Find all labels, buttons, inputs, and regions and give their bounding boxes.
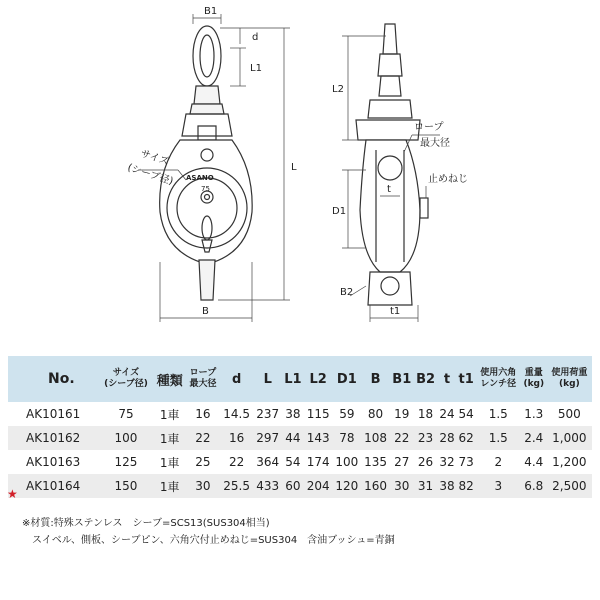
column-header-text: d	[231, 371, 242, 387]
table-cell: 24	[439, 407, 455, 421]
table-cell: 174	[306, 455, 330, 469]
column-header	[521, 356, 547, 402]
table-cell: 25.5	[220, 474, 253, 498]
product-number-cell: AK10164	[8, 474, 99, 498]
column-header-text: レンチ径	[480, 379, 517, 389]
table-cell: 16	[220, 426, 253, 450]
table-cell: 73	[458, 455, 474, 469]
dim-l2-label: L2	[332, 84, 344, 95]
table-cell: 60	[282, 474, 304, 498]
table-cell: 30	[186, 474, 220, 498]
table-cell: 1.5	[488, 407, 508, 421]
column-header	[99, 356, 154, 402]
table-cell: 1.5	[476, 426, 521, 450]
size-label-line2: (シーブ径)	[126, 162, 175, 188]
table-cell: 2,500	[547, 474, 592, 498]
column-header-text: L1	[284, 371, 302, 387]
column-header	[547, 356, 592, 402]
column-header	[390, 356, 414, 402]
table-cell: 150	[99, 474, 154, 498]
column-header-text: t	[443, 371, 451, 387]
column-header-text: ロープ	[189, 368, 217, 378]
table-cell: 1,000	[547, 426, 592, 450]
dim-d1-label: D1	[332, 206, 347, 217]
table-cell: 82	[457, 474, 476, 498]
table-cell: 1.3	[524, 407, 544, 421]
table-cell: 16	[195, 407, 211, 421]
spec-table	[8, 356, 592, 498]
dim-l-label: L	[291, 162, 297, 173]
column-header	[304, 356, 333, 402]
table-cell: 19	[394, 407, 410, 421]
table-cell: 237	[256, 407, 280, 421]
table-cell: 125	[114, 455, 138, 469]
table-cell: 44	[282, 426, 304, 450]
dim-d-label: d	[252, 32, 259, 43]
table-cell: 54	[285, 455, 301, 469]
table-cell: 108	[361, 426, 390, 450]
table-cell: 59	[339, 407, 355, 421]
table-cell: 1車	[153, 426, 186, 450]
column-header-text: L	[263, 371, 272, 387]
column-header-text: 最大径	[189, 379, 217, 389]
table-cell: 143	[304, 426, 333, 450]
table-cell: 1車	[159, 407, 180, 422]
table-row	[8, 402, 592, 426]
column-header	[282, 356, 304, 402]
column-header-text: B	[370, 371, 381, 387]
table-cell: 28	[437, 426, 456, 450]
table-cell: 18	[417, 407, 434, 421]
table-row	[8, 426, 592, 450]
star-marker: ★	[7, 487, 18, 501]
dim-b2-label: B2	[340, 287, 354, 298]
table-cell: 100	[99, 426, 154, 450]
column-header-text: D1	[336, 371, 357, 387]
table-cell: 38	[437, 474, 456, 498]
table-cell: 80	[367, 407, 384, 421]
table-cell: 2.4	[521, 426, 547, 450]
column-header-text: サイズ	[112, 368, 140, 378]
table-cell: 30	[390, 474, 414, 498]
table-cell: 25	[195, 455, 211, 469]
column-header-text: t1	[458, 371, 474, 387]
table-header-row	[8, 356, 592, 402]
table-cell: 1,200	[552, 455, 587, 469]
table-cell: 26	[417, 455, 434, 469]
column-header-text: B1	[392, 371, 412, 387]
size-label-line1: サイズ	[139, 148, 171, 168]
stop-screw-label: 止めねじ	[428, 174, 468, 185]
table-cell: 100	[335, 455, 359, 469]
column-header-text: L2	[309, 371, 327, 387]
table-cell: 1車	[159, 455, 180, 470]
table-body	[8, 402, 592, 498]
table-cell: 2	[494, 455, 503, 469]
dim-l1-label: L1	[250, 63, 262, 74]
table-cell: 500	[557, 407, 581, 421]
table-cell: 62	[457, 426, 476, 450]
table-cell: 54	[458, 407, 474, 421]
table-row	[8, 450, 592, 474]
column-header	[457, 356, 476, 402]
table-row	[8, 474, 592, 498]
column-header	[220, 356, 253, 402]
column-header-text: B2	[416, 371, 436, 387]
table-cell: 160	[361, 474, 390, 498]
table-cell: 78	[333, 426, 362, 450]
product-number-cell: AK10162	[8, 426, 99, 450]
table-cell: 364	[256, 455, 280, 469]
table-cell: 38	[285, 407, 301, 421]
table-cell: 433	[253, 474, 282, 498]
table-cell: 3	[476, 474, 521, 498]
table-cell: 297	[253, 426, 282, 450]
rope-label-line1: ロープ	[414, 122, 444, 133]
table-cell: 120	[333, 474, 362, 498]
column-header	[153, 356, 186, 402]
column-header	[333, 356, 362, 402]
table-cell: 22	[390, 426, 414, 450]
front-view	[160, 26, 253, 300]
table-cell: 1車	[153, 474, 186, 498]
table-cell: 14.5	[223, 407, 250, 421]
product-number-cell: AK10163	[26, 455, 81, 469]
product-number-cell: AK10161	[26, 407, 81, 421]
dim-b1-label: B1	[204, 6, 218, 17]
column-header-text: 種類	[156, 373, 183, 389]
column-header	[476, 356, 521, 402]
table-cell: 23	[414, 426, 438, 450]
sheave-size-label: 75	[201, 185, 210, 193]
table-cell: 22	[228, 455, 245, 469]
table-cell: 27	[394, 455, 410, 469]
material-note-line1: ※材質:特殊ステンレス シーブ=SCS13(SUS304相当)	[22, 518, 270, 529]
column-header	[414, 356, 438, 402]
column-header-text: 使用荷重	[551, 368, 588, 378]
material-note-line2: スイベル、側板、シーブピン、六角穴付止めねじ=SUS304 含油ブッシュ=青銅	[32, 535, 395, 546]
rope-label-line2: 最大径	[420, 138, 450, 149]
column-header-text: (シーブ径)	[104, 379, 148, 389]
table-cell: 75	[118, 407, 134, 421]
column-header-text: No.	[48, 371, 75, 387]
table-cell: 6.8	[521, 474, 547, 498]
brand-label: ASANO	[186, 174, 214, 182]
table-cell: 135	[364, 455, 387, 469]
dim-t1-label: t1	[390, 306, 401, 317]
column-header-text: 使用六角	[480, 368, 517, 378]
dim-b-label: B	[202, 306, 209, 317]
table-cell: 4.4	[524, 455, 544, 469]
column-header	[186, 356, 220, 402]
side-view	[356, 24, 428, 305]
column-header-text: (kg)	[559, 379, 580, 389]
table-cell: 31	[414, 474, 438, 498]
table-cell: 22	[186, 426, 220, 450]
column-header	[8, 356, 99, 402]
column-header-text: 重量	[524, 368, 543, 378]
column-header	[437, 356, 456, 402]
column-header	[253, 356, 282, 402]
table-cell: 115	[306, 407, 330, 421]
table-cell: 32	[439, 455, 455, 469]
column-header-text: (kg)	[523, 379, 545, 389]
dim-t-label: t	[387, 184, 391, 195]
column-header	[361, 356, 390, 402]
table-cell: 204	[304, 474, 333, 498]
